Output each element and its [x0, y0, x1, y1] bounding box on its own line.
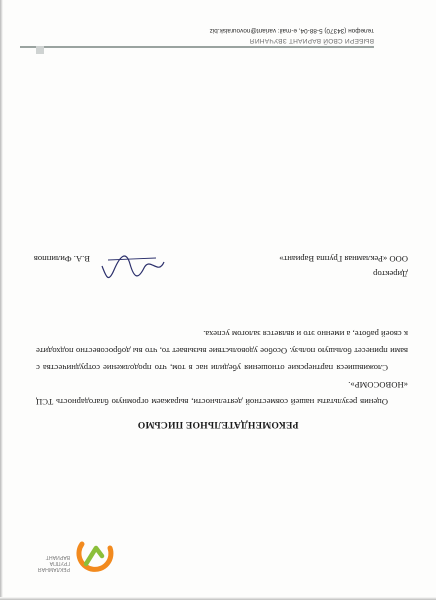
logo-mark-icon	[72, 534, 116, 578]
footer-divider	[20, 47, 374, 49]
footer-slogan: ВЫБЕРИ СВОЙ ВАРИАНТ ЗВУЧАНИЯ	[249, 37, 374, 44]
signer-name: В.А. Филиппов	[33, 254, 90, 264]
logo-text-line: РЕКЛАМНАЯ ГРУППА	[37, 559, 70, 572]
letter-title: РЕКОМЕНДАТЕЛЬНОЕ ПИСЬМО	[137, 419, 299, 430]
signer-position: Директор	[373, 269, 408, 279]
signature-block	[28, 220, 408, 280]
handwritten-signature	[98, 250, 168, 286]
letter-body	[36, 325, 408, 410]
signer-company: ООО «Рекламная Группа Вариант»	[279, 254, 408, 264]
letter-paragraph: Сложившиеся партнерские отношения убедили нас в том, что продолжение сотрудничества с вами принесет большую пользу. Особое удовольствие вызывает то, что вы добросовестно подходите к своей работе, а именно это и является залогом успеха.	[36, 329, 408, 373]
logo-text	[18, 553, 70, 572]
logo-text-line: ВАРИАНТ	[45, 553, 70, 560]
letter-paragraph: Оценив результаты нашей совместной деятельности, выражаем огромную благодарность ТСЦ «НОВОСОМР».	[36, 380, 408, 407]
footer-contacts: телефон (34370) 5-88-04, e-mail: variant@novouralsk.biz	[209, 27, 374, 34]
footer-mark	[36, 46, 44, 54]
company-logo	[16, 508, 116, 578]
scan-edge-left	[0, 0, 3, 600]
